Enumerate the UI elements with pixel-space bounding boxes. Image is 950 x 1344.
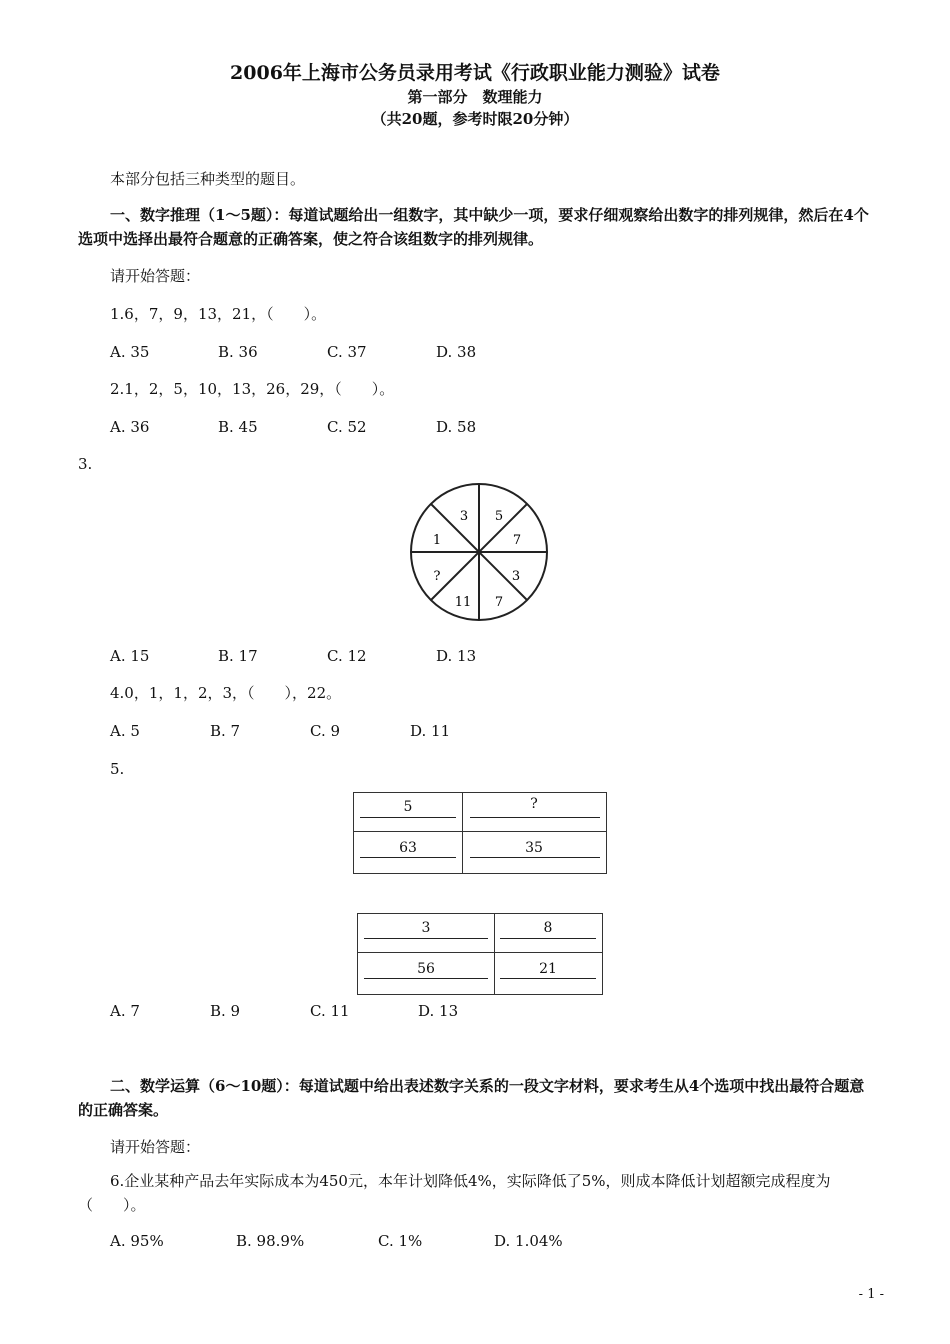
- q4-option-c: C. 9: [310, 722, 341, 740]
- table2-cell-bottom-right: 21: [539, 961, 557, 977]
- q2-option-c: C. 52: [327, 418, 367, 436]
- sector-value-8: 1: [432, 533, 442, 548]
- q5-option-d: D. 13: [418, 1002, 459, 1020]
- q2-stem: 2.1，2，5，10，13，26，29，（ ）。: [110, 380, 395, 398]
- q6-option-b: B. 98.9%: [236, 1232, 305, 1250]
- q2-option-d: D. 58: [436, 418, 477, 436]
- sector-value-2: 5: [494, 509, 504, 524]
- table2-cell-top-right: 8: [543, 920, 553, 936]
- table2-cell-bottom-left: 56: [417, 961, 435, 977]
- section2-heading: 二、数学运算（6～10题）：每道试题中给出表述数字关系的一段文字材料，要求考生从4个选项中找出最符合题意的正确答案。: [78, 1077, 865, 1119]
- q3-option-a: A. 15: [110, 647, 150, 665]
- page-title: 2006年上海市公务员录用考试《行政职业能力测验》试卷: [230, 62, 720, 84]
- q3-option-c: C. 12: [327, 647, 367, 665]
- q4-stem: 4.0，1，1，2，3，（ ），22。: [110, 684, 342, 702]
- q6-option-c: C. 1%: [378, 1232, 423, 1250]
- q3-option-d: D. 13: [436, 647, 477, 665]
- section1-heading: 一、数字推理（1～5题）：每道试题给出一组数字，其中缺少一项，要求仔细观察给出数字的排列规律，然后在4个选项中选择出最符合题意的正确答案，使之符合该组数字的排列规律。: [78, 206, 869, 248]
- q2-option-b: B. 45: [218, 418, 258, 436]
- section1-start: 请开始答题：: [110, 267, 201, 285]
- table1-cell-top-left: 5: [403, 799, 413, 815]
- sector-value-4: 3: [511, 569, 521, 584]
- table1-cell-bottom-left: 63: [399, 840, 417, 856]
- q5-option-b: B. 9: [210, 1002, 241, 1020]
- sector-value-7: ?: [433, 569, 441, 584]
- q1-stem: 1.6，7，9，13，21，（ ）。: [110, 305, 327, 323]
- q5-option-c: C. 11: [310, 1002, 350, 1020]
- q5-option-a: A. 7: [110, 1002, 140, 1020]
- table2-cell-top-left: 3: [421, 920, 431, 936]
- q1-option-b: B. 36: [218, 343, 258, 361]
- section2-start: 请开始答题：: [110, 1138, 201, 1156]
- sector-value-3: 7: [512, 533, 522, 548]
- sector-value-1: 3: [459, 509, 469, 524]
- q5-label: 5.: [110, 760, 125, 778]
- q6-option-a: A. 95%: [110, 1232, 164, 1250]
- q5-table-2: [357, 913, 603, 995]
- intro-text: 本部分包括三种类型的题目。: [110, 170, 306, 188]
- q1-option-a: A. 35: [110, 343, 150, 361]
- table1-cell-bottom-right: 35: [525, 840, 543, 856]
- q3-circle-figure: [400, 480, 560, 628]
- page-number: - 1 -: [858, 1287, 884, 1302]
- sector-value-5: 7: [494, 595, 504, 610]
- q2-option-a: A. 36: [110, 418, 150, 436]
- time-note: （共20题，参考时限20分钟）: [371, 110, 579, 128]
- q3-option-b: B. 17: [218, 647, 258, 665]
- q1-option-d: D. 38: [436, 343, 477, 361]
- sector-value-6: 11: [454, 595, 472, 610]
- q5-table-1: [353, 792, 607, 874]
- q1-option-c: C. 37: [327, 343, 367, 361]
- q6-stem: 6.企业某种产品去年实际成本为450元，本年计划降低4%，实际降低了5%，则成本降低计划超额完成程度为（ ）。: [78, 1172, 831, 1214]
- q4-option-b: B. 7: [210, 722, 241, 740]
- q4-option-d: D. 11: [410, 722, 451, 740]
- q4-option-a: A. 5: [110, 722, 140, 740]
- part-title: 第一部分 数理能力: [407, 88, 543, 106]
- q6-option-d: D. 1.04%: [494, 1232, 563, 1250]
- table1-cell-top-right: ?: [530, 796, 538, 812]
- q3-label: 3.: [78, 455, 93, 473]
